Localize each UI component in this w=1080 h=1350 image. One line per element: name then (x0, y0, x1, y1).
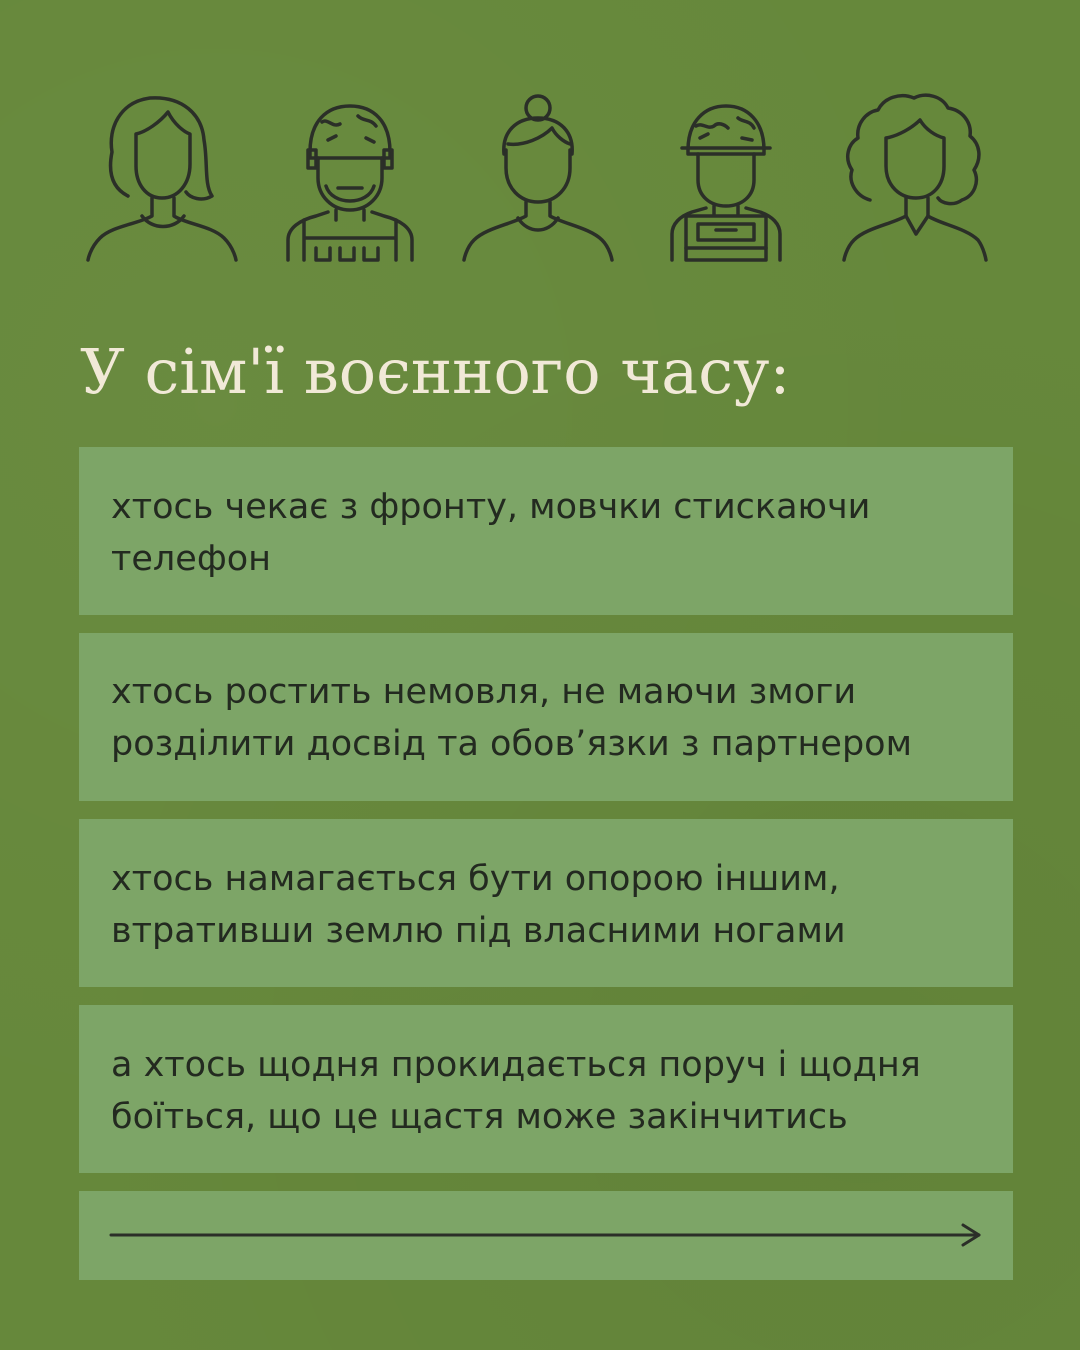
list-item-text: хтось ростить немовля, не маючи змоги розділити досвід та обов’язки з партнером (111, 672, 913, 764)
people-illustration-row (82, 88, 994, 268)
list-item (79, 633, 1013, 801)
woman-long-hair-icon (82, 88, 242, 268)
list-item-text: хтось намагається бути опорою іншим, втративши землю під власними ногами (111, 859, 846, 951)
list-item (79, 1005, 1013, 1173)
list-item-text: хтось чекає з фронту, мовчки стискаючи телефон (111, 487, 871, 579)
next-slide-button[interactable] (79, 1191, 1013, 1280)
list-item (79, 819, 1013, 987)
arrow-right-icon (109, 1219, 983, 1249)
list-item (79, 447, 1013, 615)
soldier-helmet-beard-icon (270, 88, 430, 268)
page-title: У сім'ї воєнного часу: (80, 335, 791, 408)
woman-hair-bun-icon (458, 88, 618, 268)
woman-curly-hair-icon (834, 88, 994, 268)
list-item-text: а хтось щодня прокидається поруч і щодня боїться, що це щастя може закінчитись (111, 1045, 921, 1137)
soldier-helmet-vest-icon (646, 88, 806, 268)
